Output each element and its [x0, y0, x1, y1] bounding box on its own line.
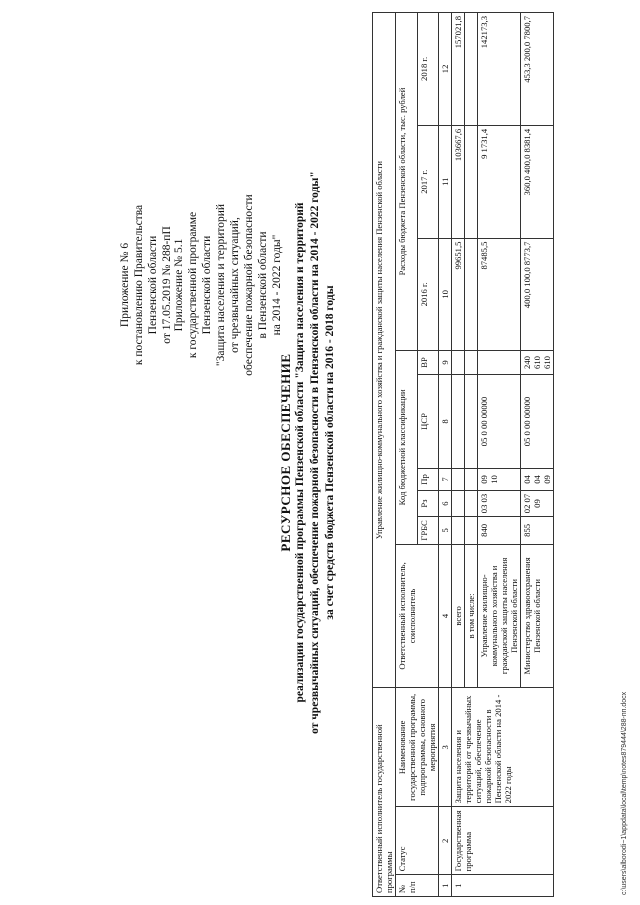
empty-cell [465, 490, 478, 516]
empty-cell [452, 374, 465, 468]
col-header-2016: 2016 г. [417, 238, 439, 351]
col-header-status: Статус [396, 807, 439, 875]
responsible-row [373, 13, 396, 897]
empty-cell [452, 351, 465, 375]
including-label: в том числе: [465, 544, 478, 688]
title-line: за счет средств бюджета Пензенской области на 2016 - 2018 годы [324, 285, 336, 620]
col-number: 12 [439, 13, 452, 126]
annex-header [118, 135, 174, 435]
pr-value: 04 04 09 [521, 469, 554, 491]
annex-line: Приложение № 5.1 [173, 238, 185, 332]
vr-value: 240 610 610 [521, 351, 554, 375]
title-line: РЕСУРСНОЕ ОБЕСПЕЧЕНИЕ [278, 353, 293, 552]
annex-line: Пензенской области [147, 235, 159, 335]
annex-line: "Защита населения и территорий [215, 203, 227, 367]
row-status: Государственная программа [452, 807, 554, 875]
annex-line: обеспечение пожарной безопасности [243, 194, 255, 376]
col-header-name: Наименование государственной программы, подпрограммы, основного мероприятия [396, 688, 439, 807]
pr-value: 09 10 [478, 469, 521, 491]
value-2016: 87485,5 [478, 238, 521, 351]
resource-table [372, 12, 554, 897]
rz-value: 02 07 09 [521, 490, 554, 516]
col-number: 6 [439, 490, 452, 516]
col-number: 7 [439, 469, 452, 491]
grbs-value: 840 [478, 517, 521, 544]
col-number: 2 [439, 807, 452, 875]
annex-line: от чрезвычайных ситуаций, [229, 217, 241, 353]
empty-cell [478, 351, 521, 375]
col-number: 9 [439, 351, 452, 375]
column-number-row [439, 13, 452, 897]
col-number: 10 [439, 238, 452, 351]
empty-cell [465, 125, 478, 238]
responsible-label: Ответственный исполнитель государственной программы [373, 688, 396, 897]
value-2018: 453,3 200,0 7800,7 [521, 13, 554, 126]
total-2016: 99651,5 [452, 238, 465, 351]
value-2017: 9 1731,4 [478, 125, 521, 238]
total-label: всего [452, 544, 465, 688]
col-header-2018: 2018 г. [417, 13, 439, 126]
annex-line: от 17.05.2019 № 288-пП [161, 226, 173, 344]
header-row [396, 13, 418, 897]
annex-line: Приложение № 6 [119, 242, 131, 328]
col-header-pr: Пр [417, 469, 439, 491]
executor-housing: Управление жилищно-коммунального хозяйства и гражданской защиты населения Пензенской области [478, 544, 521, 688]
col-header-vr: ВР [417, 351, 439, 375]
annex-line: к постановлению Правительства [133, 204, 145, 366]
col-number: 3 [439, 688, 452, 807]
annex-line: Пензенской области [201, 235, 213, 335]
document-title [278, 40, 338, 865]
annex-program-header [172, 135, 284, 435]
col-header-expenses: Расходы бюджета Пензенской области, тыс. рублей [396, 13, 418, 351]
value-2018: 142173,3 [478, 13, 521, 126]
csr-value: 05 0 00 00000 [521, 374, 554, 468]
col-number: 4 [439, 544, 452, 688]
col-number: 1 [439, 875, 452, 897]
row-number: 1 [452, 875, 554, 897]
annex-line: на 2014 - 2022 годы" [271, 234, 283, 336]
grbs-value: 855 [521, 517, 554, 544]
col-header-csr: ЦСР [417, 374, 439, 468]
annex-line: к государственной программе [187, 211, 199, 359]
value-2017: 360,0 400,0 8381,4 [521, 125, 554, 238]
file-path-footer: c:\users\alborodi~1\appdata\local\temp\notes879444\288-пп.docx [621, 691, 628, 895]
value-2016: 400,0 100,0 8773,7 [521, 238, 554, 351]
col-header-2017: 2017 г. [417, 125, 439, 238]
col-number: 11 [439, 125, 452, 238]
responsible-value: Управление жилищно-коммунального хозяйства и гражданской защиты населения Пензенской области [373, 13, 396, 688]
empty-cell [452, 490, 465, 516]
empty-cell [465, 517, 478, 544]
empty-cell [465, 238, 478, 351]
col-number: 8 [439, 374, 452, 468]
col-header-executor: Ответственный исполнитель, соисполнитель [396, 544, 439, 688]
col-header-rz: Рз [417, 490, 439, 516]
col-header-grbs: ГРБС [417, 517, 439, 544]
empty-cell [452, 469, 465, 491]
col-header-no: № п/п [396, 875, 439, 897]
empty-cell [465, 374, 478, 468]
col-number: 5 [439, 517, 452, 544]
title-line: от чрезвычайных ситуаций, обеспечение пожарной безопасности в Пензенской области на 2014 - 2022 годы" [309, 171, 321, 734]
title-line: реализации государственной программы Пензенской области "Защита населения и территорий [294, 202, 306, 703]
total-2017: 103667,6 [452, 125, 465, 238]
row-program-name: Защита населения и территорий от чрезвычайных ситуаций, обеспечение пожарной безопасности в Пензенской области на 2014 - 2022 годы [452, 688, 554, 807]
csr-value: 05 0 00 00000 [478, 374, 521, 468]
total-2018: 157021,8 [452, 13, 465, 126]
empty-cell [465, 13, 478, 126]
empty-cell [465, 351, 478, 375]
executor-health-ministry: Министерство здравоохранения Пензенской области [521, 544, 554, 688]
table-row-total [452, 13, 465, 897]
empty-cell [452, 517, 465, 544]
rz-value: 03 03 [478, 490, 521, 516]
col-header-code: Код бюджетной классификации [396, 351, 418, 544]
empty-cell [465, 469, 478, 491]
annex-line: в Пензенской области [257, 231, 269, 339]
